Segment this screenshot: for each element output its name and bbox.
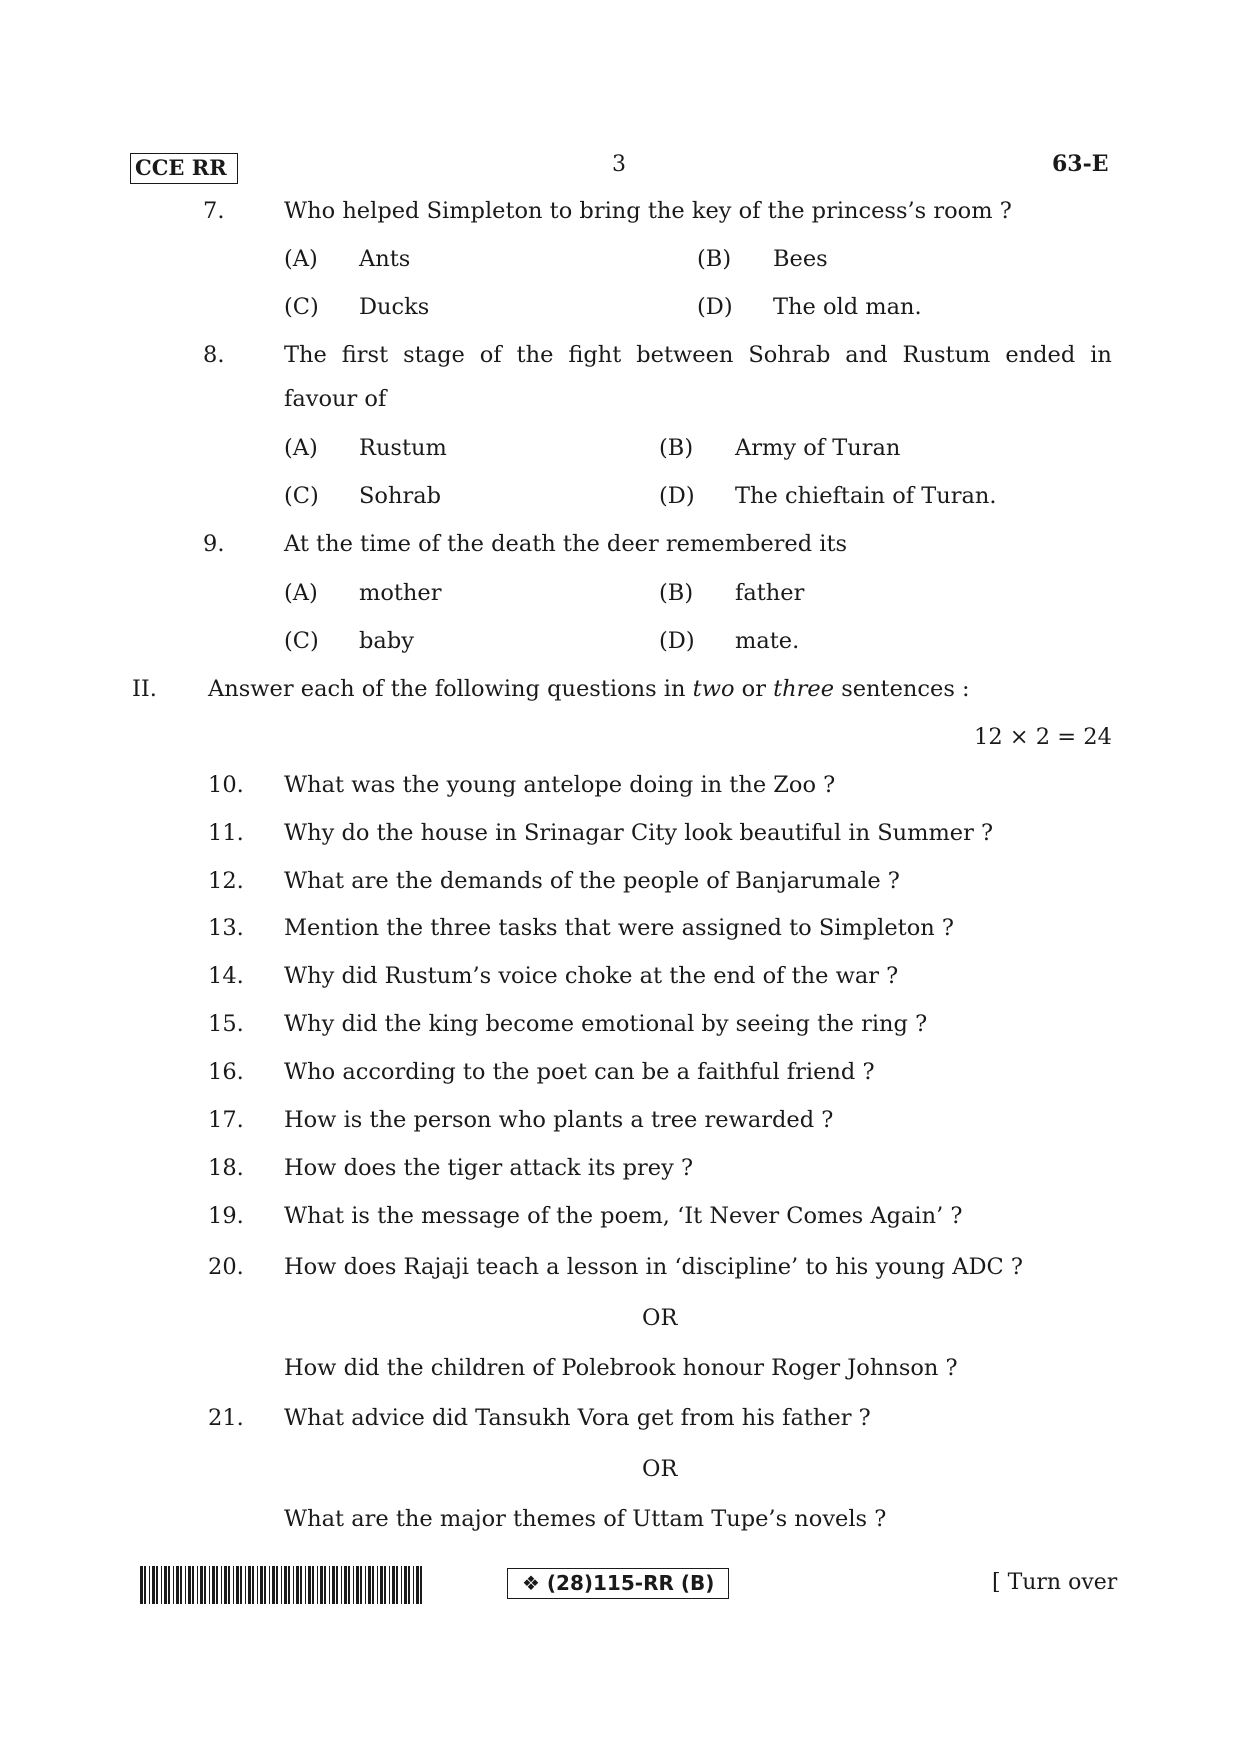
barcode-bar	[216, 1566, 218, 1604]
question-text-line2: favour of	[284, 386, 387, 412]
barcode-bar	[416, 1566, 419, 1604]
barcode-bar	[168, 1566, 170, 1604]
barcode-bar	[221, 1566, 222, 1604]
barcode-bar	[248, 1566, 251, 1604]
barcode-bar	[257, 1566, 258, 1604]
barcode-bar	[396, 1566, 398, 1604]
question-word: the	[516, 342, 554, 368]
barcode-bar	[324, 1566, 326, 1604]
subject-box	[130, 153, 238, 184]
barcode-bar	[372, 1566, 374, 1604]
option-text: Sohrab	[359, 483, 442, 509]
barcode-bar	[344, 1566, 347, 1604]
option-label: (B)	[659, 435, 694, 461]
barcode-bar	[408, 1566, 410, 1604]
option-text: Rustum	[359, 435, 447, 461]
barcode-bar	[264, 1566, 266, 1604]
barcode-bar	[296, 1566, 299, 1604]
barcode-bar	[140, 1566, 143, 1604]
question-number: 13.	[208, 915, 244, 941]
question-number: 18.	[208, 1155, 244, 1181]
barcode-bar	[185, 1566, 186, 1604]
question-number: 15.	[208, 1011, 244, 1037]
option-label: (C)	[284, 294, 319, 320]
barcode-bar	[180, 1566, 182, 1604]
option-text: Bees	[773, 246, 828, 272]
question-word: fight	[568, 342, 622, 368]
question-text: How does the tiger attack its prey ?	[284, 1155, 694, 1181]
option-text: The old man.	[773, 294, 922, 320]
barcode-bar	[413, 1566, 414, 1604]
question-word: in	[1090, 342, 1112, 368]
question-text: What are the demands of the people of Banjarumale ?	[284, 868, 900, 894]
barcode-bar	[240, 1566, 242, 1604]
barcode-bar	[233, 1566, 234, 1604]
question-text: How does Rajaji teach a lesson in ‘discipline’ to his young ADC ?	[284, 1254, 1023, 1280]
question-text-alt: What are the major themes of Uttam Tupe’s novels ?	[284, 1506, 887, 1532]
question-word: Sohrab	[748, 342, 831, 368]
section-instruction	[208, 676, 970, 702]
question-word: ended	[1005, 342, 1076, 368]
question-text: How is the person who plants a tree rewarded ?	[284, 1107, 834, 1133]
barcode-bar	[312, 1566, 314, 1604]
instruction-text: Answer each of the following questions in	[208, 676, 693, 702]
question-number: 7.	[203, 198, 225, 224]
barcode-bar	[281, 1566, 282, 1604]
instruction-text: or	[734, 676, 774, 702]
barcode-bar	[377, 1566, 378, 1604]
option-label: (B)	[659, 580, 694, 606]
barcode-bar	[164, 1566, 167, 1604]
barcode-bar	[365, 1566, 366, 1604]
page-number: 3	[612, 152, 626, 177]
question-number: 17.	[208, 1107, 244, 1133]
barcode-bar	[284, 1566, 287, 1604]
option-text: mother	[359, 580, 442, 606]
question-text: Why did the king become emotional by seeing the ring ?	[284, 1011, 928, 1037]
barcode-bar	[308, 1566, 311, 1604]
turn-over-label: [ Turn over	[992, 1570, 1118, 1595]
barcode-bar	[401, 1566, 402, 1604]
barcode-bar	[320, 1566, 323, 1604]
subject-box-label: CCE RR	[135, 155, 227, 180]
barcode-bar	[389, 1566, 390, 1604]
barcode-bar	[332, 1566, 335, 1604]
option-label: (D)	[659, 628, 695, 654]
barcode-bar	[176, 1566, 179, 1604]
question-text: Mention the three tasks that were assigned to Simpleton ?	[284, 915, 954, 941]
question-number: 9.	[203, 531, 225, 557]
section-roman: II.	[132, 676, 157, 702]
option-label: (D)	[697, 294, 733, 320]
paper-code: 63-E	[1052, 151, 1109, 177]
or-separator: OR	[642, 1456, 678, 1482]
barcode-bar	[228, 1566, 230, 1604]
question-number: 19.	[208, 1203, 244, 1229]
question-number: 16.	[208, 1059, 244, 1085]
question-text: At the time of the death the deer remembered its	[284, 531, 848, 557]
barcode-bar	[404, 1566, 407, 1604]
barcode-bar	[209, 1566, 210, 1604]
option-label: (A)	[284, 435, 318, 461]
option-text: baby	[359, 628, 414, 654]
instruction-emphasis: three	[773, 676, 835, 702]
question-text: What was the young antelope doing in the Zoo ?	[284, 772, 836, 798]
question-text: Who according to the poet can be a faithful friend ?	[284, 1059, 875, 1085]
barcode-bar	[272, 1566, 275, 1604]
question-text: What is the message of the poem, ‘It Never Comes Again’ ?	[284, 1203, 963, 1229]
question-text-line1	[284, 342, 1112, 368]
option-text: Ducks	[359, 294, 430, 320]
barcode-bar	[161, 1566, 162, 1604]
instruction-emphasis: two	[692, 676, 735, 702]
barcode-bar	[380, 1566, 383, 1604]
barcode-bar	[173, 1566, 174, 1604]
barcode-bar	[368, 1566, 371, 1604]
option-text: The chieftain of Turan.	[735, 483, 997, 509]
question-number: 12.	[208, 868, 244, 894]
question-word: The	[284, 342, 327, 368]
barcode-bar	[317, 1566, 318, 1604]
diamond-icon: ❖	[522, 1571, 540, 1595]
question-text: Who helped Simpleton to bring the key of the princess’s room ?	[284, 198, 1012, 224]
instruction-text: sentences :	[834, 676, 970, 702]
barcode-bar	[276, 1566, 278, 1604]
option-text: father	[735, 580, 805, 606]
barcode-bar	[384, 1566, 386, 1604]
option-text: mate.	[735, 628, 800, 654]
barcode-bar	[192, 1566, 194, 1604]
footer-code: (28)115-RR (B)	[546, 1571, 715, 1595]
option-label: (D)	[659, 483, 695, 509]
option-label: (A)	[284, 580, 318, 606]
barcode-bar	[197, 1566, 198, 1604]
barcode-bar	[392, 1566, 395, 1604]
question-text: Why do the house in Srinagar City look beautiful in Summer ?	[284, 820, 994, 846]
option-label: (C)	[284, 483, 319, 509]
barcode-bar	[156, 1566, 158, 1604]
barcode-bar	[224, 1566, 227, 1604]
question-text: Why did Rustum’s voice choke at the end of the war ?	[284, 963, 899, 989]
question-word: between	[636, 342, 734, 368]
question-word: stage	[403, 342, 465, 368]
barcode-bar	[329, 1566, 330, 1604]
barcode-bar	[336, 1566, 338, 1604]
barcode-bar	[200, 1566, 203, 1604]
option-text: Army of Turan	[735, 435, 901, 461]
question-number: 11.	[208, 820, 244, 846]
barcode-bar	[341, 1566, 342, 1604]
question-number: 20.	[208, 1254, 244, 1280]
barcode-bar	[212, 1566, 215, 1604]
question-word: first	[341, 342, 389, 368]
barcode-bar	[152, 1566, 155, 1604]
marks: 12 × 2 = 24	[974, 724, 1112, 750]
barcode-bar	[356, 1566, 359, 1604]
barcode-bar	[245, 1566, 246, 1604]
barcode-bar	[149, 1566, 150, 1604]
footer-code-box	[507, 1568, 729, 1599]
barcode-bar	[420, 1566, 422, 1604]
barcode-bar	[305, 1566, 306, 1604]
option-label: (C)	[284, 628, 319, 654]
question-word: of	[479, 342, 502, 368]
question-number: 14.	[208, 963, 244, 989]
question-number: 10.	[208, 772, 244, 798]
question-text: What advice did Tansukh Vora get from his father ?	[284, 1405, 871, 1431]
barcode-bar	[144, 1566, 146, 1604]
barcode	[140, 1566, 423, 1604]
option-label: (A)	[284, 246, 318, 272]
barcode-bar	[353, 1566, 354, 1604]
barcode-bar	[300, 1566, 302, 1604]
barcode-bar	[293, 1566, 294, 1604]
question-word: and	[845, 342, 888, 368]
barcode-bar	[236, 1566, 239, 1604]
barcode-bar	[188, 1566, 191, 1604]
barcode-bar	[288, 1566, 290, 1604]
option-label: (B)	[697, 246, 732, 272]
barcode-bar	[269, 1566, 270, 1604]
barcode-bar	[348, 1566, 350, 1604]
question-text-alt: How did the children of Polebrook honour Roger Johnson ?	[284, 1355, 958, 1381]
barcode-bar	[360, 1566, 362, 1604]
question-number: 8.	[203, 342, 225, 368]
barcode-bar	[260, 1566, 263, 1604]
question-number: 21.	[208, 1405, 244, 1431]
option-text: Ants	[359, 246, 411, 272]
barcode-bar	[204, 1566, 206, 1604]
or-separator: OR	[642, 1305, 678, 1331]
barcode-bar	[252, 1566, 254, 1604]
question-word: Rustum	[902, 342, 991, 368]
